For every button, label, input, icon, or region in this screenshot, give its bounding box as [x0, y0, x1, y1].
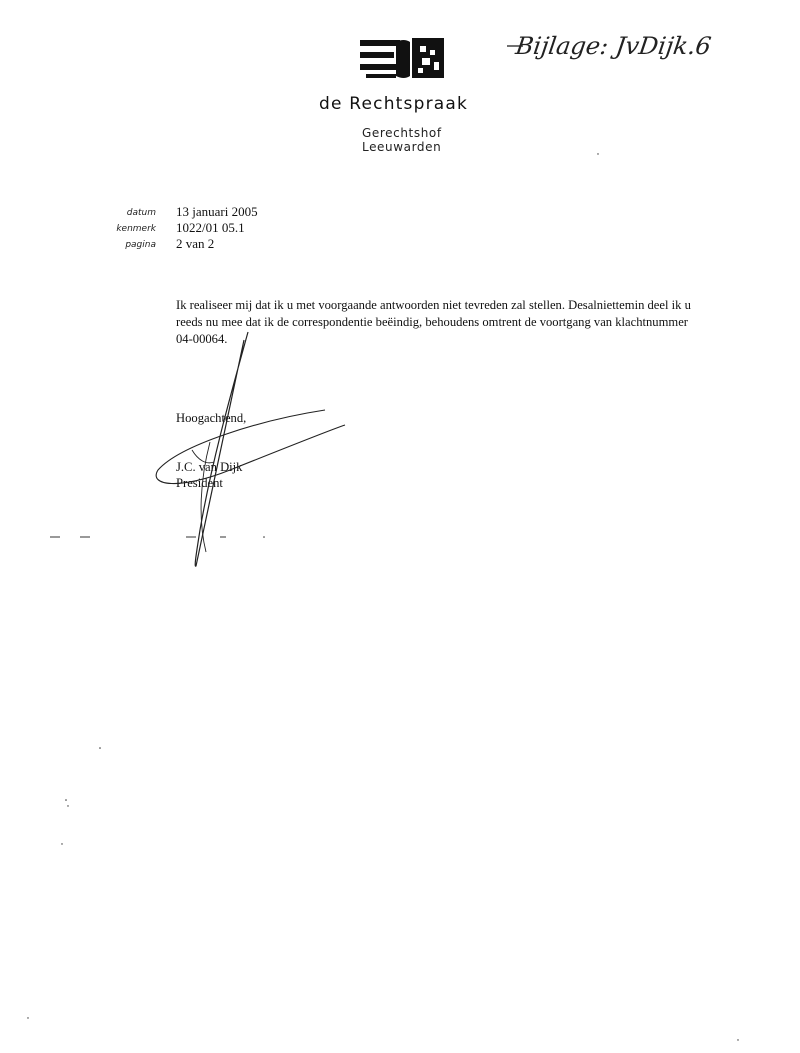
closing-greeting: Hoogachtend, [176, 411, 247, 425]
letter-body [176, 297, 756, 348]
handwritten-signature [140, 330, 360, 580]
body-line-2: reeds nu mee dat ik de correspondentie beëindig, behoudens omtrent de voortgang van klachtnummer [176, 315, 688, 329]
datum-value: 13 januari 2005 [176, 204, 258, 219]
court-line-1: Gerechtshof [362, 126, 442, 140]
pagina-value: 2 van 2 [176, 236, 215, 251]
court-line-2: Leeuwarden [362, 140, 442, 154]
signer-name: J.C. van Dijk [176, 460, 243, 474]
brand-name: de Rechtspraak [319, 94, 469, 114]
body-line-3: 04-00064. [176, 332, 228, 346]
pagina-label: pagina [125, 240, 156, 250]
kenmerk-value: 1022/01 05.1 [176, 220, 245, 235]
rechtspraak-logo-icon [360, 38, 446, 80]
kenmerk-label: kenmerk [116, 224, 156, 234]
datum-label: datum [126, 208, 156, 218]
svg-text:Bijlage: JvDijk.6: Bijlage: JvDijk.6 [513, 32, 713, 60]
signer-title: President [176, 476, 223, 490]
body-line-1: Ik realiseer mij dat ik u met voorgaande antwoorden niet tevreden zal stellen. Desalniettemin deel ik u [176, 298, 691, 312]
court-name [362, 126, 442, 154]
handwritten-annotation [505, 24, 765, 74]
